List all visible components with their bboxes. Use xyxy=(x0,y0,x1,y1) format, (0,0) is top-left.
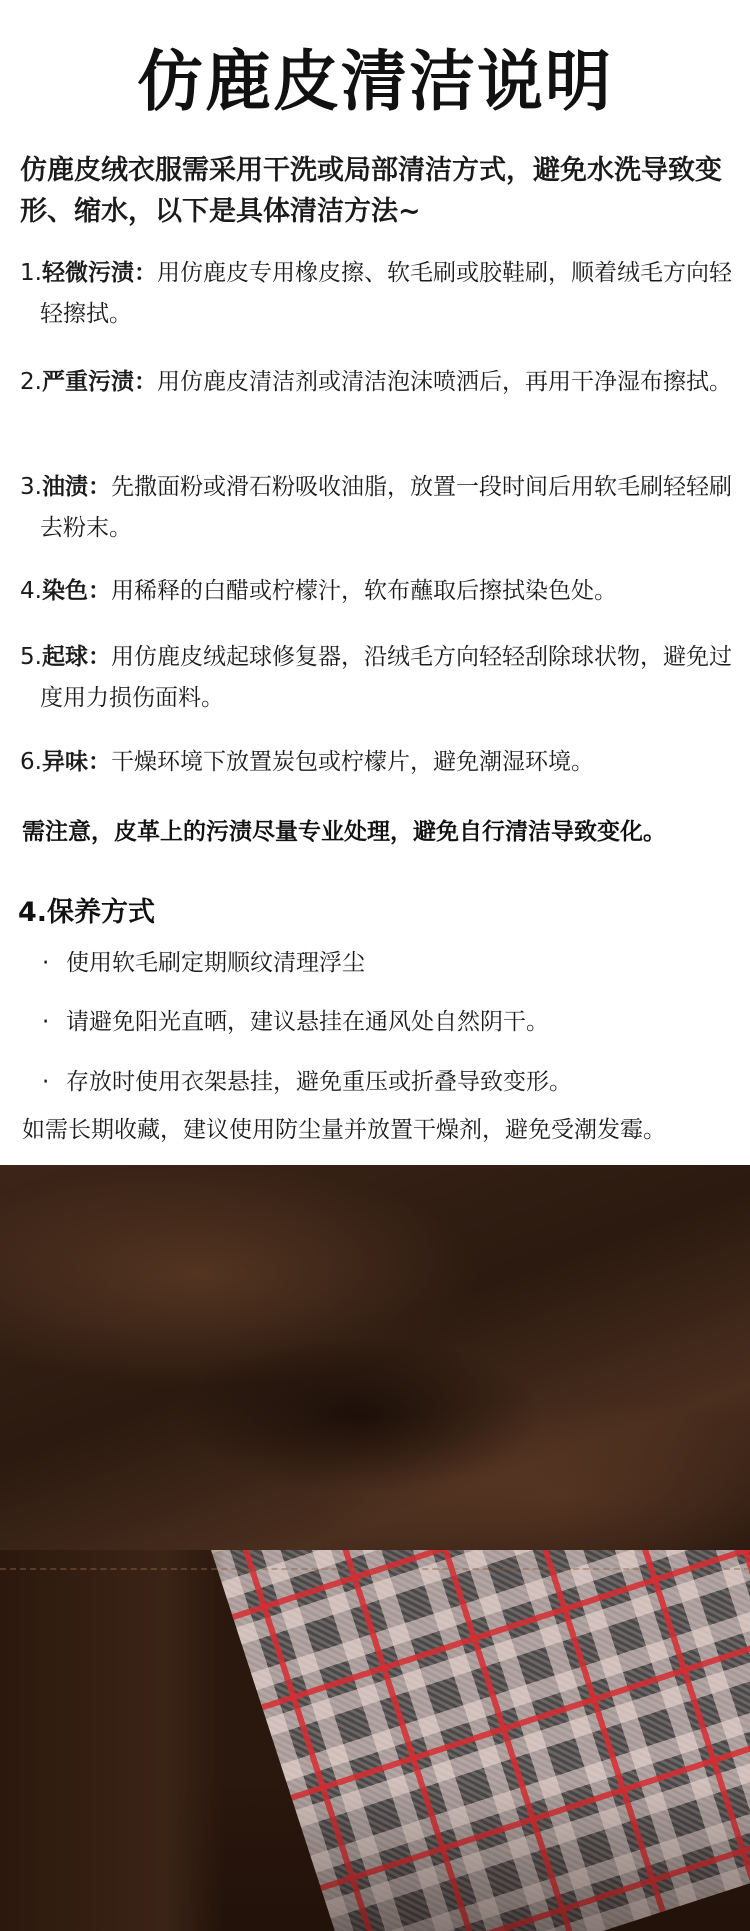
method-text: 用仿鹿皮专用橡皮擦、软毛刷或胶鞋刷，顺着绒毛方向轻轻擦拭。 xyxy=(40,260,732,327)
suede-fabric-photo xyxy=(0,1165,750,1550)
method-item xyxy=(20,467,740,549)
method-number: 6. xyxy=(20,749,42,775)
method-number: 5. xyxy=(20,644,42,670)
intro-text: 仿鹿皮绒衣服需采用干洗或局部清洁方式，避免水洗导致变形、缩水，以下是具体清洁方法~ xyxy=(20,155,722,227)
method-item xyxy=(20,571,740,612)
method-heading: 轻微污渍： xyxy=(41,260,157,286)
care-item-text: 存放时使用衣架悬挂，避免重压或折叠导致变形。 xyxy=(66,1069,572,1095)
stitch-seam xyxy=(0,1568,750,1572)
method-number: 4. xyxy=(20,578,42,604)
method-text: 先撒面粉或滑石粉吸收油脂，放置一段时间后用软毛刷轻轻刷去粉末。 xyxy=(40,474,732,541)
method-heading: 油渍： xyxy=(41,474,111,500)
care-item-text: 请避免阳光直晒，建议悬挂在通风处自然阴干。 xyxy=(66,1009,549,1035)
attention-note: 需注意，皮革上的污渍尽量专业处理，避免自行清洁导致变化。 xyxy=(22,819,666,845)
care-item xyxy=(42,1062,742,1102)
method-number: 1. xyxy=(20,260,42,286)
method-text: 干燥环境下放置炭包或柠檬片，避免潮湿环境。 xyxy=(110,749,594,775)
method-number: 2. xyxy=(20,369,42,395)
bullet-dot-icon: · xyxy=(42,950,50,976)
method-heading: 起球： xyxy=(41,644,111,670)
method-item xyxy=(20,362,740,403)
method-item xyxy=(20,742,740,783)
care-item-text: 使用软毛刷定期顺纹清理浮尘 xyxy=(66,950,365,976)
suede-edge-shade xyxy=(0,1550,750,1931)
plaid-lining-photo xyxy=(0,1550,750,1931)
method-text: 用仿鹿皮清洁剂或清洁泡沫喷洒后，再用干净湿布擦拭。 xyxy=(156,369,732,395)
method-heading: 异味： xyxy=(41,749,111,775)
method-number: 3. xyxy=(20,474,42,500)
bullet-dot-icon: · xyxy=(42,1009,50,1035)
storage-tip: 如需长期收藏，建议使用防尘量并放置干燥剂，避免受潮发霉。 xyxy=(22,1117,666,1143)
page-title: 仿鹿皮清洁说明 xyxy=(137,43,613,120)
method-heading: 染色： xyxy=(41,578,111,604)
method-heading: 严重污渍： xyxy=(41,369,157,395)
method-text: 用稀释的白醋或柠檬汁，软布蘸取后擦拭染色处。 xyxy=(110,578,617,604)
care-item xyxy=(42,943,742,983)
method-text: 用仿鹿皮绒起球修复器，沿绒毛方向轻轻刮除球状物，避免过度用力损伤面料。 xyxy=(40,644,732,711)
bullet-dot-icon: · xyxy=(42,1069,50,1095)
method-item xyxy=(20,253,740,335)
care-section-title: 4.保养方式 xyxy=(18,897,156,928)
method-item xyxy=(20,637,740,719)
care-item xyxy=(42,1002,742,1042)
